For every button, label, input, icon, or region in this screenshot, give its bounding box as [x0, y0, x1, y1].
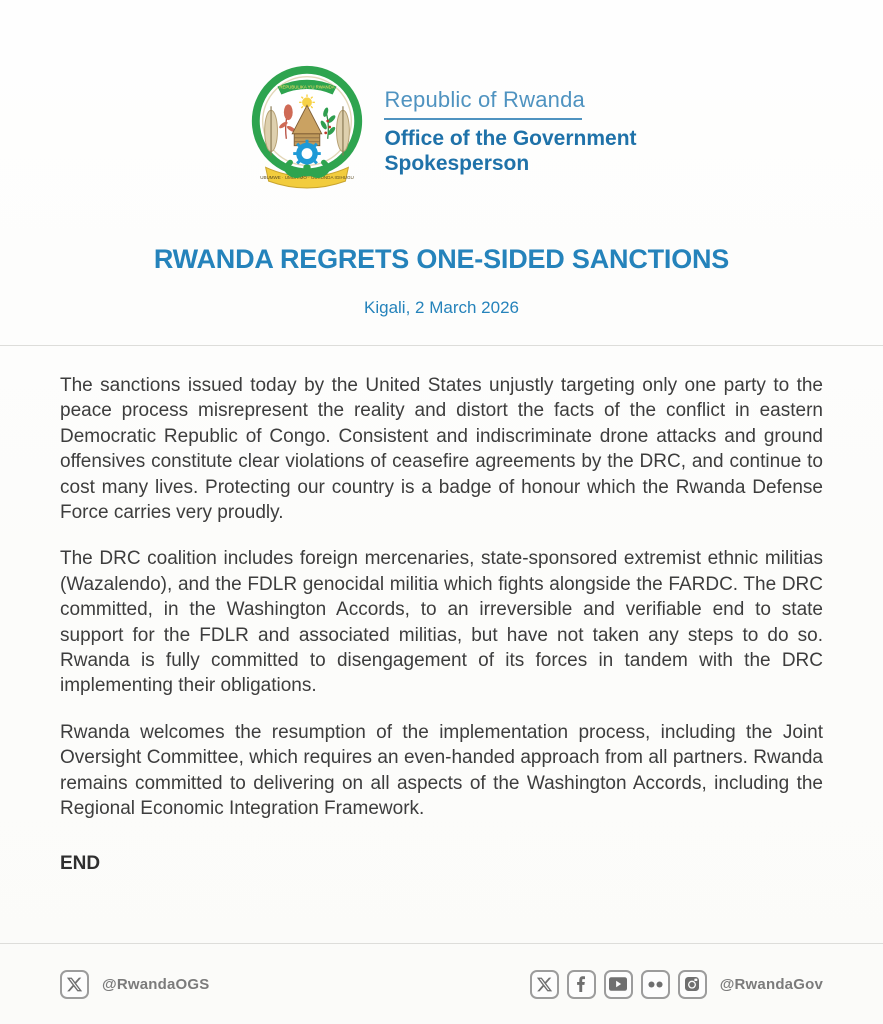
x-twitter-icon[interactable] — [530, 970, 559, 999]
seal-gear — [294, 140, 322, 168]
org-office-line1: Office of the Government — [384, 127, 637, 150]
x-twitter-icon[interactable] — [60, 970, 89, 999]
release-title: RWANDA REGRETS ONE-SIDED SANCTIONS — [153, 244, 730, 274]
footer-right-group — [530, 970, 823, 999]
left-social-handle[interactable]: @RwandaOGS — [102, 975, 210, 993]
org-identity — [384, 87, 636, 176]
org-republic-label: Republic of Rwanda — [384, 87, 585, 112]
release-dateline: Kigali, 2 March 2026 — [364, 298, 519, 317]
paragraph-3: Rwanda welcomes the resumption of the implementation process, including the Joint Oversight Committee, which requires an even-handed approach from all partners. Rwanda remains committed to delivering on all aspects of the Washington Accords, including the Regional Economic Integration Framework. — [60, 721, 823, 820]
paragraph-1: The sanctions issued today by the United States unjustly targeting only one party to the peace process misrepresent the reality and distort the facts of the conflict in eastern Democratic Republic of Congo. Consistent and indiscriminate drone attacks and ground offensives constitute clear violations of ceasefire agreements by the DRC, and continue to cost many lives. Protecting our country is a badge of honour which the Rwanda Defense Force carries very proudly. — [60, 375, 823, 524]
right-social-handle[interactable]: @RwandaGov — [719, 975, 823, 993]
release-body — [0, 346, 883, 875]
instagram-icon[interactable] — [678, 970, 707, 999]
org-office-line2: Spokesperson — [384, 152, 530, 175]
flickr-icon[interactable] — [641, 970, 670, 999]
paragraph-2: The DRC coalition includes foreign mercenaries, state-sponsored extremist ethnic militias (Wazalendo), and the FDLR genocidal militia which fights alongside the FARDC. The DRC committed, in the Washington Accords, to an irreversible and verifiable end to state support for the FDLR and associated militias, but have not taken any steps to do so. Rwanda is fully committed to disengagement of its forces in tandem with the DRC implementing their obligations. — [60, 548, 823, 697]
svg-text:REPUBULIKA Y'U RWANDA: REPUBULIKA Y'U RWANDA — [279, 84, 336, 90]
end-marker: END — [60, 852, 101, 874]
footer-left-group — [60, 970, 209, 999]
svg-text:UBUMWE · UMURIMO · GUKUNDA IGI: UBUMWE · UMURIMO · GUKUNDA IGIHUGU — [260, 175, 355, 181]
rwanda-coat-of-arms-seal — [246, 60, 368, 190]
letterhead — [0, 0, 883, 190]
org-divider-rule — [384, 118, 582, 120]
social-footer — [0, 943, 883, 1024]
youtube-icon[interactable] — [604, 970, 633, 999]
facebook-icon[interactable] — [567, 970, 596, 999]
